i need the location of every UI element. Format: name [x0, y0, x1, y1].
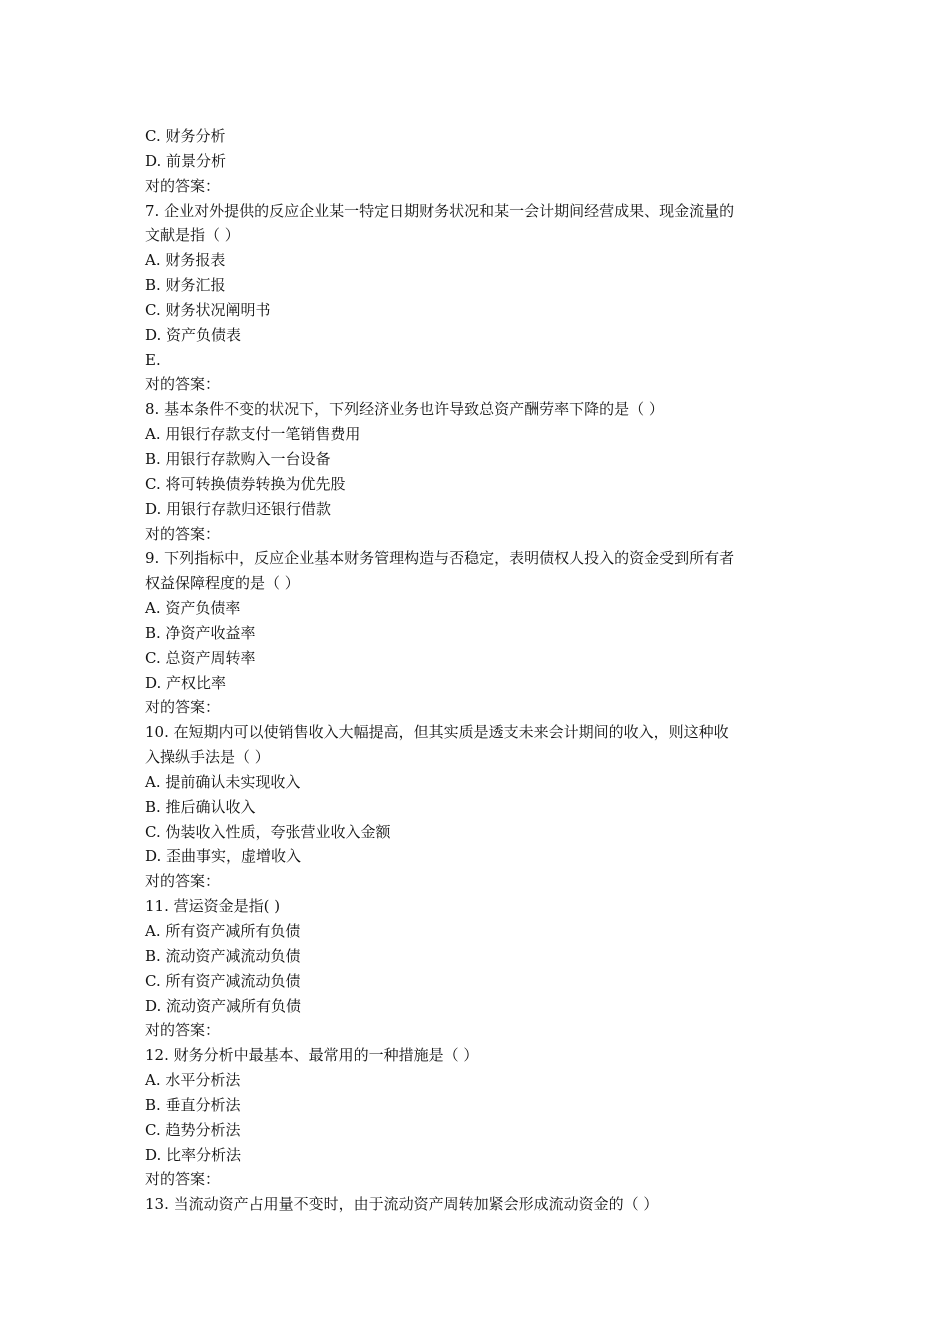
- option-b: B. 财务汇报: [145, 276, 226, 295]
- option-d: D. 前景分析: [145, 151, 227, 170]
- option-c: C. 将可转换债券转换为优先股: [145, 474, 346, 493]
- option-d: D. 歪曲事实，虚增收入: [145, 847, 302, 866]
- option-d: D. 流动资产减所有负债: [145, 996, 302, 1015]
- option-a: A. 提前确认未实现收入: [145, 772, 301, 791]
- question-10-line-2: 入操纵手法是（ ）: [145, 748, 270, 767]
- question-8: 8. 基本条件不变的状况下，下列经济业务也许导致总资产酬劳率下降的是（ ）: [145, 400, 664, 419]
- answer-label: 对的答案：: [145, 872, 221, 891]
- option-b: B. 净资产收益率: [145, 623, 256, 642]
- question-10-line-1: 10. 在短期内可以使销售收入大幅提高，但其实质是透支未来会计期间的收入，则这种收: [145, 723, 729, 742]
- question-7-line-2: 文献是指（ ）: [145, 226, 240, 245]
- option-b: B. 推后确认收入: [145, 797, 256, 816]
- option-c: C. 所有资产减流动负债: [145, 971, 301, 990]
- question-12: 12. 财务分析中最基本、最常用的一种措施是（ ）: [145, 1046, 479, 1065]
- answer-label: 对的答案：: [145, 698, 221, 717]
- document-page: [145, 124, 810, 1217]
- question-13: 13. 当流动资产占用量不变时，由于流动资产周转加紧会形成流动资金的（ ）: [145, 1195, 659, 1214]
- question-7-line-1: 7. 企业对外提供的反应企业某一特定日期财务状况和某一会计期间经营成果、现金流量的: [145, 201, 735, 220]
- answer-label: 对的答案：: [145, 524, 221, 543]
- option-e: E.: [145, 350, 161, 369]
- question-11: 11. 营运资金是指( ): [145, 897, 281, 916]
- option-d: D. 用银行存款归还银行借款: [145, 499, 332, 518]
- option-c: C. 财务状况阐明书: [145, 300, 271, 319]
- option-b: B. 垂直分析法: [145, 1095, 241, 1114]
- option-b: B. 流动资产减流动负债: [145, 946, 301, 965]
- answer-label: 对的答案：: [145, 176, 221, 195]
- option-a: A. 所有资产减所有负债: [145, 922, 301, 940]
- option-d: D. 比率分析法: [145, 1145, 242, 1164]
- option-a: A. 用银行存款支付一笔销售费用: [145, 425, 361, 444]
- option-c: C. 财务分析: [145, 127, 226, 145]
- option-d: D. 产权比率: [145, 673, 227, 692]
- answer-label: 对的答案：: [145, 375, 221, 394]
- question-9-line-2: 权益保障程度的是（ ）: [145, 574, 300, 593]
- option-c: C. 总资产周转率: [145, 648, 256, 667]
- option-a: A. 资产负债率: [145, 599, 241, 618]
- question-9-line-1: 9. 下列指标中，反应企业基本财务管理构造与否稳定，表明债权人投入的资金受到所有者: [145, 549, 735, 568]
- answer-label: 对的答案：: [145, 1021, 221, 1040]
- option-d: D. 资产负债表: [145, 325, 242, 344]
- option-a: A. 水平分析法: [145, 1071, 241, 1090]
- option-c: C. 伪装收入性质，夸张营业收入金额: [145, 822, 391, 841]
- option-b: B. 用银行存款购入一台设备: [145, 449, 331, 468]
- answer-label: 对的答案：: [145, 1170, 221, 1189]
- option-a: A. 财务报表: [145, 251, 226, 270]
- option-c: C. 趋势分析法: [145, 1120, 241, 1139]
